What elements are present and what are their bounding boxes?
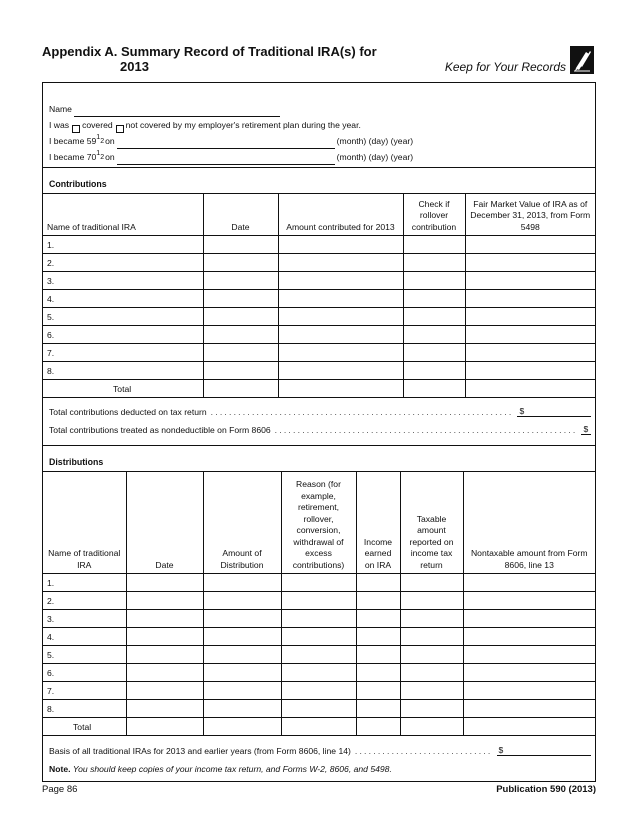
table-cell[interactable]: [465, 344, 595, 362]
basis-amount-field[interactable]: $: [497, 745, 591, 756]
table-cell[interactable]: [400, 664, 463, 682]
col-taxable-amount: Taxable amount reported on income tax return: [400, 472, 463, 574]
became-59-label: I became 59: [49, 136, 97, 146]
divider: [43, 167, 595, 168]
table-cell[interactable]: [356, 646, 400, 664]
leader-dots: ..................................................................: [274, 425, 578, 435]
table-cell[interactable]: [203, 628, 281, 646]
total-nondeductible-line: [49, 424, 591, 435]
row-number[interactable]: 3.: [43, 610, 126, 628]
table-cell[interactable]: [281, 700, 356, 718]
pencil-icon: [570, 46, 594, 74]
table-cell[interactable]: [463, 646, 595, 664]
table-cell[interactable]: [463, 610, 595, 628]
distributions-total-row: [43, 718, 595, 736]
col-ira-name: Name of traditional IRA: [43, 194, 203, 236]
table-cell[interactable]: [465, 326, 595, 344]
distributions-header-row: [43, 472, 595, 574]
table-cell[interactable]: [203, 254, 278, 272]
i-was-label: I was: [49, 120, 70, 130]
col-ira-name: Name of traditional IRA: [43, 472, 126, 574]
table-cell[interactable]: [400, 682, 463, 700]
row-number[interactable]: 7.: [43, 344, 203, 362]
col-nontaxable-amount: Nontaxable amount from Form 8606, line 13: [463, 472, 595, 574]
total-nondeductible-label: Total contributions treated as nondeductible on Form 8606: [49, 425, 271, 435]
table-row: [43, 700, 595, 718]
table-row: [43, 646, 595, 664]
on-label: on: [105, 136, 115, 146]
table-cell[interactable]: [203, 272, 278, 290]
table-cell[interactable]: [400, 592, 463, 610]
total-cell[interactable]: [278, 380, 403, 398]
total-cell[interactable]: [403, 380, 465, 398]
table-cell[interactable]: [126, 664, 203, 682]
table-cell[interactable]: [278, 362, 403, 380]
row-number[interactable]: 4.: [43, 628, 126, 646]
table-cell[interactable]: [403, 326, 465, 344]
table-cell[interactable]: [465, 290, 595, 308]
table-cell[interactable]: [203, 236, 278, 254]
table-cell[interactable]: [403, 236, 465, 254]
became-70-label: I became 70: [49, 152, 97, 162]
row-number[interactable]: 6.: [43, 326, 203, 344]
half-denominator: 2: [100, 154, 105, 161]
age-70-date-field[interactable]: [117, 155, 335, 165]
name-row: [49, 101, 589, 117]
table-cell[interactable]: [356, 610, 400, 628]
table-cell[interactable]: [126, 700, 203, 718]
half-numerator: 1: [96, 134, 101, 141]
page-number: Page 86: [42, 784, 78, 795]
half-numerator: 1: [96, 150, 101, 157]
table-row: [43, 290, 595, 308]
table-cell[interactable]: [281, 682, 356, 700]
table-cell[interactable]: [465, 236, 595, 254]
table-cell[interactable]: [465, 362, 595, 380]
table-cell[interactable]: [281, 664, 356, 682]
leader-dots: ..................................................................: [210, 407, 514, 417]
table-cell[interactable]: [356, 664, 400, 682]
note-line: [49, 764, 392, 774]
total-cell[interactable]: [400, 718, 463, 736]
table-row: [43, 272, 595, 290]
contributions-table: [43, 193, 595, 398]
table-cell[interactable]: [465, 254, 595, 272]
total-cell[interactable]: [465, 380, 595, 398]
table-cell[interactable]: [203, 700, 281, 718]
age-59-row: [49, 133, 589, 149]
table-cell[interactable]: [281, 574, 356, 592]
on-label: on: [105, 152, 115, 162]
coverage-row: [49, 117, 589, 133]
table-cell[interactable]: [278, 272, 403, 290]
basis-line: [49, 745, 591, 756]
table-row: [43, 574, 595, 592]
age-70-row: [49, 149, 589, 165]
date-format-label: (month) (day) (year): [336, 152, 414, 162]
table-cell[interactable]: [463, 664, 595, 682]
row-number[interactable]: 5.: [43, 646, 126, 664]
total-cell[interactable]: [203, 718, 281, 736]
table-cell[interactable]: [126, 628, 203, 646]
table-cell[interactable]: [281, 592, 356, 610]
age-59-date-field[interactable]: [117, 139, 335, 149]
table-cell[interactable]: [463, 574, 595, 592]
table-cell[interactable]: [356, 682, 400, 700]
table-cell[interactable]: [356, 574, 400, 592]
form-frame: [42, 82, 596, 782]
total-deducted-line: [49, 406, 591, 417]
table-cell[interactable]: [281, 628, 356, 646]
covered-label: covered: [82, 120, 113, 130]
total-deducted-label: Total contributions deducted on tax return: [49, 407, 207, 417]
half-denominator: 2: [100, 138, 105, 145]
total-label: Total: [43, 380, 203, 398]
row-number[interactable]: 5.: [43, 308, 203, 326]
table-cell[interactable]: [400, 610, 463, 628]
personal-info-block: [49, 101, 589, 165]
row-number[interactable]: 8.: [43, 362, 203, 380]
total-cell[interactable]: [203, 380, 278, 398]
total-cell[interactable]: [356, 718, 400, 736]
covered-checkbox[interactable]: [72, 125, 80, 133]
table-cell[interactable]: [400, 700, 463, 718]
contributions-title: Contributions: [49, 179, 107, 189]
table-cell[interactable]: [126, 574, 203, 592]
page-header: [42, 44, 596, 80]
table-cell[interactable]: [403, 362, 465, 380]
leader-dots: ..............................: [354, 746, 493, 756]
basis-label: Basis of all traditional IRAs for 2013 and earlier years (from Form 8606, line 14): [49, 746, 351, 756]
table-cell[interactable]: [281, 610, 356, 628]
note-text: You should keep copies of your income tax return, and Forms W-2, 8606, and 5498.: [72, 764, 392, 774]
table-cell[interactable]: [403, 290, 465, 308]
table-row: [43, 254, 595, 272]
table-cell[interactable]: [465, 272, 595, 290]
distributions-table: [43, 471, 595, 736]
date-format-label: (month) (day) (year): [336, 136, 414, 146]
table-cell[interactable]: [356, 592, 400, 610]
table-cell[interactable]: [463, 682, 595, 700]
total-cell[interactable]: [126, 718, 203, 736]
table-cell[interactable]: [126, 682, 203, 700]
name-label: Name: [49, 104, 72, 114]
col-income-earned: Income earned on IRA: [356, 472, 400, 574]
table-cell[interactable]: [400, 574, 463, 592]
total-deducted-amount-field[interactable]: $: [517, 406, 591, 417]
col-date: Date: [203, 194, 278, 236]
table-row: [43, 344, 595, 362]
table-cell[interactable]: [281, 646, 356, 664]
table-row: [43, 664, 595, 682]
table-cell[interactable]: [203, 344, 278, 362]
table-cell[interactable]: [203, 664, 281, 682]
table-row: [43, 308, 595, 326]
table-cell[interactable]: [203, 592, 281, 610]
table-cell[interactable]: [278, 254, 403, 272]
table-cell[interactable]: [400, 628, 463, 646]
col-reason: Reason (for example, retirement, rollover, conversion, withdrawal of excess contributions): [281, 472, 356, 574]
table-row: [43, 362, 595, 380]
table-cell[interactable]: [465, 308, 595, 326]
total-cell[interactable]: [463, 718, 595, 736]
distributions-title: Distributions: [49, 457, 104, 467]
contributions-header-row: [43, 194, 595, 236]
table-cell[interactable]: [203, 308, 278, 326]
table-cell[interactable]: [403, 308, 465, 326]
table-cell[interactable]: [278, 344, 403, 362]
note-label: Note.: [49, 764, 71, 774]
row-number[interactable]: 3.: [43, 272, 203, 290]
table-cell[interactable]: [403, 344, 465, 362]
table-cell[interactable]: [278, 326, 403, 344]
table-row: [43, 628, 595, 646]
table-cell[interactable]: [463, 700, 595, 718]
not-covered-checkbox[interactable]: [116, 125, 124, 133]
table-cell[interactable]: [278, 308, 403, 326]
table-row: [43, 592, 595, 610]
table-cell[interactable]: [463, 628, 595, 646]
row-number[interactable]: 6.: [43, 664, 126, 682]
table-cell[interactable]: [203, 362, 278, 380]
table-row: [43, 682, 595, 700]
table-cell[interactable]: [126, 610, 203, 628]
table-cell[interactable]: [203, 646, 281, 664]
page-title: Appendix A. Summary Record of Traditional IRA(s) for: [42, 44, 377, 59]
table-cell[interactable]: [126, 592, 203, 610]
table-cell[interactable]: [126, 646, 203, 664]
divider: [43, 445, 595, 446]
row-number[interactable]: 7.: [43, 682, 126, 700]
contributions-total-row: [43, 380, 595, 398]
table-cell[interactable]: [400, 646, 463, 664]
table-cell[interactable]: [278, 290, 403, 308]
row-number[interactable]: 4.: [43, 290, 203, 308]
table-cell[interactable]: [203, 290, 278, 308]
row-number[interactable]: 8.: [43, 700, 126, 718]
table-cell[interactable]: [356, 700, 400, 718]
table-cell[interactable]: [203, 574, 281, 592]
row-number[interactable]: 2.: [43, 592, 126, 610]
table-cell[interactable]: [203, 610, 281, 628]
total-nondeductible-amount-field[interactable]: $: [581, 424, 591, 435]
col-amount-distribution: Amount of Distribution: [203, 472, 281, 574]
page-title-year: 2013: [120, 59, 149, 74]
publication-label: Publication 590 (2013): [496, 784, 596, 795]
col-amount-contributed: Amount contributed for 2013: [278, 194, 403, 236]
col-fair-market-value: Fair Market Value of IRA as of December 31, 2013, from Form 5498: [465, 194, 595, 236]
table-row: [43, 326, 595, 344]
row-number[interactable]: 1.: [43, 574, 126, 592]
table-row: [43, 236, 595, 254]
total-label: Total: [43, 718, 126, 736]
table-row: [43, 610, 595, 628]
table-cell[interactable]: [203, 682, 281, 700]
row-number[interactable]: 1.: [43, 236, 203, 254]
col-date: Date: [126, 472, 203, 574]
table-cell[interactable]: [278, 236, 403, 254]
name-field[interactable]: [74, 107, 280, 117]
table-cell[interactable]: [403, 254, 465, 272]
total-cell[interactable]: [281, 718, 356, 736]
keep-records-label: Keep for Your Records: [444, 60, 566, 74]
table-cell[interactable]: [463, 592, 595, 610]
col-rollover-check: Check if rollover contribution: [403, 194, 465, 236]
not-covered-label: not covered by my employer's retirement plan during the year.: [125, 120, 361, 130]
table-cell[interactable]: [203, 326, 278, 344]
table-cell[interactable]: [403, 272, 465, 290]
row-number[interactable]: 2.: [43, 254, 203, 272]
table-cell[interactable]: [356, 628, 400, 646]
